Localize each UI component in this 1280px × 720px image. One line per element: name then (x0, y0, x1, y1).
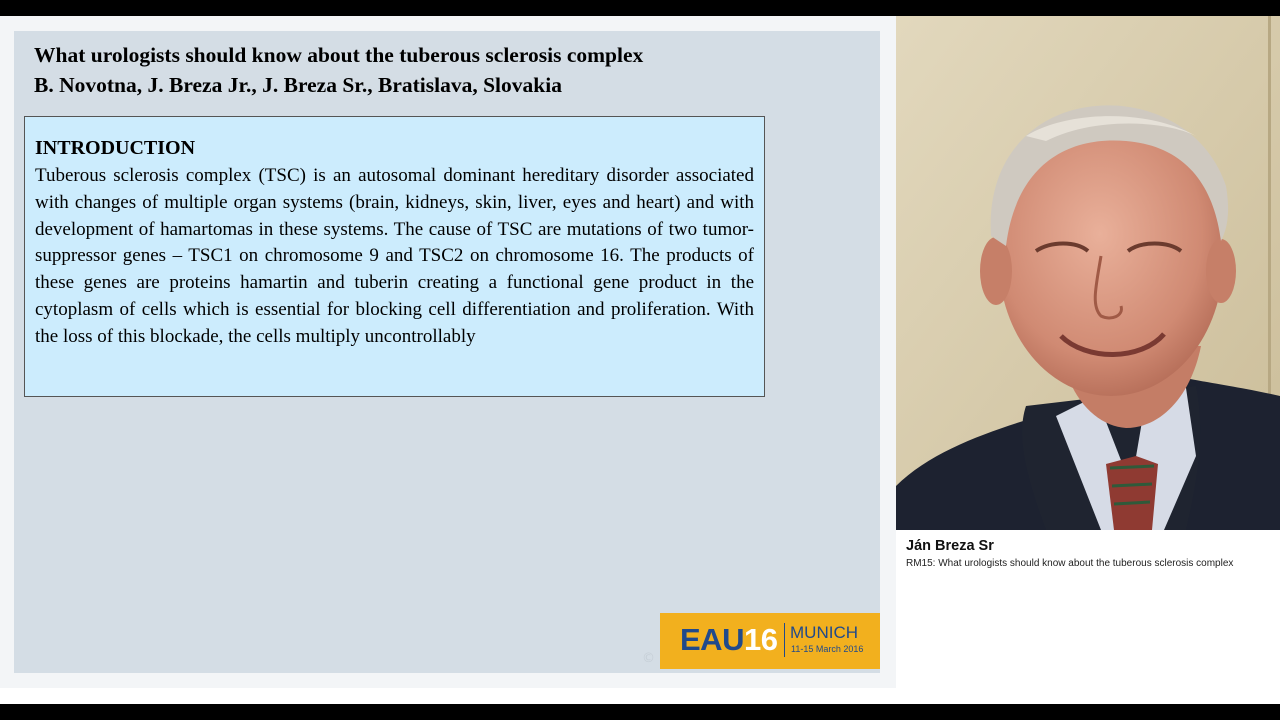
speaker-portrait-image (896, 16, 1280, 530)
slide-title (34, 40, 643, 100)
eau16-munich-logo (660, 613, 880, 669)
logo-dates: 11-15 March 2016 (791, 644, 864, 654)
speaker-video (896, 16, 1280, 530)
logo-year: 16 (743, 622, 778, 657)
slide-authors-line: B. Novotna, J. Breza Jr., J. Breza Sr., Bratislava, Slovakia (34, 73, 562, 97)
logo-city: MUNICH (790, 623, 858, 642)
copyright-watermark-icon: © (642, 651, 655, 666)
introduction-heading: INTRODUCTION (35, 137, 196, 159)
introduction-body: Tuberous sclerosis complex (TSC) is an autosomal dominant hereditary disorder associated with changes of multiple organ systems (brain, kidneys, skin, liver, eyes and heart) and with development of hamartomas in these systems. The cause of TSC are mutations of two tumor-suppressor genes – TSC1 on chromosome 9 and TSC2 on chromosome 16. The products of these genes are proteins hamartin and tuberin creating a functional gene product in the cytoplasm of cells which is essential for blocking cell differentiation and proliferation. With the loss of this blockade, the cells multiply uncontrollably (35, 165, 754, 347)
slide-panel (0, 16, 896, 688)
speaker-name: Ján Breza Sr (906, 538, 994, 554)
video-player-frame (0, 16, 1280, 704)
logo-eau-letters: EAU (680, 622, 744, 657)
talk-title: RM15: What urologists should know about the tuberous sclerosis complex (906, 558, 1234, 569)
introduction-box (24, 116, 765, 397)
presentation-slide (14, 31, 880, 673)
slide-title-line: What urologists should know about the tuberous sclerosis complex (34, 43, 644, 67)
logo-divider (784, 623, 785, 657)
logo-eau-text (680, 622, 777, 658)
